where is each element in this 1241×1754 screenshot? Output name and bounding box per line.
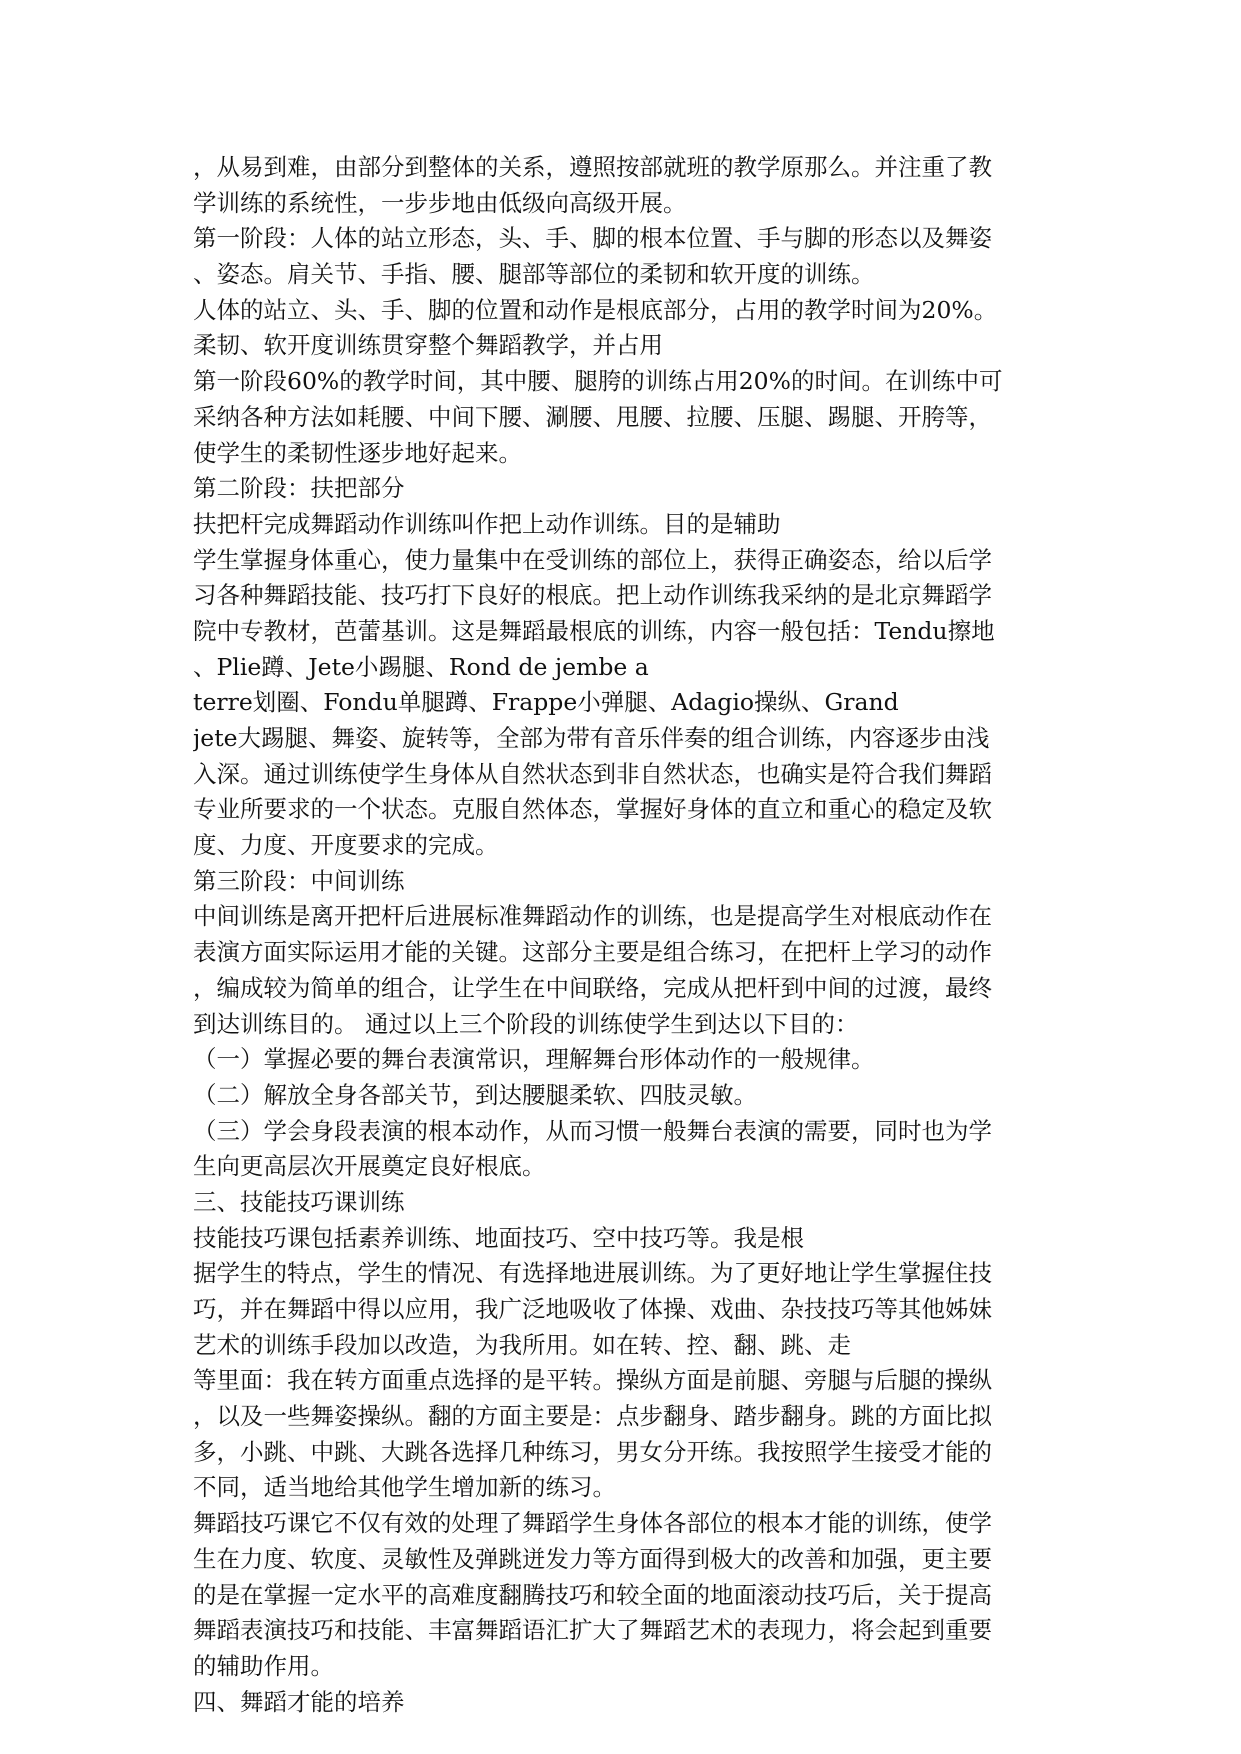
text-line: 中间训练是离开把杆后进展标准舞蹈动作的训练，也是提高学生对根底动作在 <box>193 902 992 931</box>
text-line: 采纳各种方法如耗腰、中间下腰、涮腰、甩腰、拉腰、压腿、踢腿、开胯等， <box>193 402 992 431</box>
text-line: 度、力度、开度要求的完成。 <box>193 831 499 860</box>
text-line: 学训练的系统性，一步步地由低级向高级开展。 <box>193 188 687 217</box>
text-line: 专业所要求的一个状态。克服自然体态，掌握好身体的直立和重心的稳定及软 <box>193 795 992 824</box>
text-line: 不同，适当地给其他学生增加新的练习。 <box>193 1473 616 1502</box>
text-line: 第一阶段：人体的站立形态，头、手、脚的根本位置、手与脚的形态以及舞姿 <box>193 224 992 253</box>
text-line: 的是在掌握一定水平的高难度翻腾技巧和较全面的地面滚动技巧后，关于提高 <box>193 1580 992 1609</box>
text-line: 艺术的训练手段加以改造，为我所用。如在转、控、翻、跳、走 <box>193 1330 851 1359</box>
text-line: 学生掌握身体重心，使力量集中在受训练的部位上，获得正确姿态，给以后学 <box>193 545 992 574</box>
text-line: 等里面：我在转方面重点选择的是平转。操纵方面是前腿、旁腿与后腿的操纵 <box>193 1366 992 1395</box>
text-line: ，从易到难，由部分到整体的关系，遵照按部就班的教学原那么。并注重了教 <box>193 153 992 181</box>
text-line: ，以及一些舞姿操纵。翻的方面主要是：点步翻身、踏步翻身。跳的方面比拟 <box>193 1402 992 1431</box>
text-line: 入深。通过训练使学生身体从自然状态到非自然状态，也确实是符合我们舞蹈 <box>193 759 992 788</box>
text-line: 扶把杆完成舞蹈动作训练叫作把上动作训练。目的是辅助 <box>193 509 781 538</box>
text-line: 第一阶段60%的教学时间，其中腰、腿胯的训练占用20%的时间。在训练中可 <box>193 367 1003 396</box>
text-line: 柔韧、软开度训练贯穿整个舞蹈教学，并占用 <box>193 331 663 360</box>
text-line: 习各种舞蹈技能、技巧打下良好的根底。把上动作训练我采纳的是北京舞蹈学 <box>193 581 992 610</box>
text-line: 使学生的柔韧性逐步地好起来。 <box>193 438 522 467</box>
text-line: 技能技巧课包括素养训练、地面技巧、空中技巧等。我是根 <box>193 1223 804 1252</box>
text-line: 到达训练目的。 通过以上三个阶段的训练使学生到达以下目的： <box>193 1009 859 1038</box>
text-line: 表演方面实际运用才能的关键。这部分主要是组合练习，在把杆上学习的动作 <box>193 938 992 967</box>
text-line: 四、舞蹈才能的培养 <box>193 1687 405 1716</box>
document-page <box>193 150 1053 1720</box>
text-line: 、Plie蹲、Jete小踢腿、Rond de jembe a <box>193 652 649 681</box>
text-line: 多，小跳、中跳、大跳各选择几种练习，男女分开练。我按照学生接受才能的 <box>193 1437 992 1466</box>
text-line: terre划圈、Fondu单腿蹲、Frappe小弹腿、Adagio操纵、Grand <box>193 688 899 717</box>
text-line: 三、技能技巧课训练 <box>193 1187 405 1216</box>
text-line: ，编成较为简单的组合，让学生在中间联络，完成从把杆到中间的过渡，最终 <box>193 973 992 1002</box>
text-line: （二）解放全身各部关节，到达腰腿柔软、四肢灵敏。 <box>193 1080 757 1109</box>
text-line: 巧，并在舞蹈中得以应用，我广泛地吸收了体操、戏曲、杂技技巧等其他姊妹 <box>193 1295 992 1323</box>
text-line: 舞蹈表演技巧和技能、丰富舞蹈语汇扩大了舞蹈艺术的表现力，将会起到重要 <box>193 1616 992 1645</box>
text-line: 生在力度、软度、灵敏性及弹跳迸发力等方面得到极大的改善和加强，更主要 <box>193 1544 992 1573</box>
text-line: （三）学会身段表演的根本动作，从而习惯一般舞台表演的需要，同时也为学 <box>193 1116 992 1145</box>
text-line: 的辅助作用。 <box>193 1651 334 1680</box>
text-line: 人体的站立、头、手、脚的位置和动作是根底部分，占用的教学时间为20%。 <box>193 295 998 324</box>
text-line: 第三阶段：中间训练 <box>193 866 405 895</box>
text-line: 、姿态。肩关节、手指、腰、腿部等部位的柔韧和软开度的训练。 <box>193 260 875 289</box>
text-line: jete大踢腿、舞姿、旋转等，全部为带有音乐伴奏的组合训练，内容逐步由浅 <box>193 724 990 752</box>
text-line: 第二阶段：扶把部分 <box>193 474 405 503</box>
text-line: 舞蹈技巧课它不仅有效的处理了舞蹈学生身体各部位的根本才能的训练，使学 <box>193 1509 992 1538</box>
text-line: （一）掌握必要的舞台表演常识，理解舞台形体动作的一般规律。 <box>193 1045 875 1074</box>
text-line: 生向更高层次开展奠定良好根底。 <box>193 1152 546 1181</box>
text-line: 据学生的特点，学生的情况、有选择地进展训练。为了更好地让学生掌握住技 <box>193 1259 992 1288</box>
text-line: 院中专教材，芭蕾基训。这是舞蹈最根底的训练，内容一般包括：Tendu擦地 <box>193 616 995 645</box>
